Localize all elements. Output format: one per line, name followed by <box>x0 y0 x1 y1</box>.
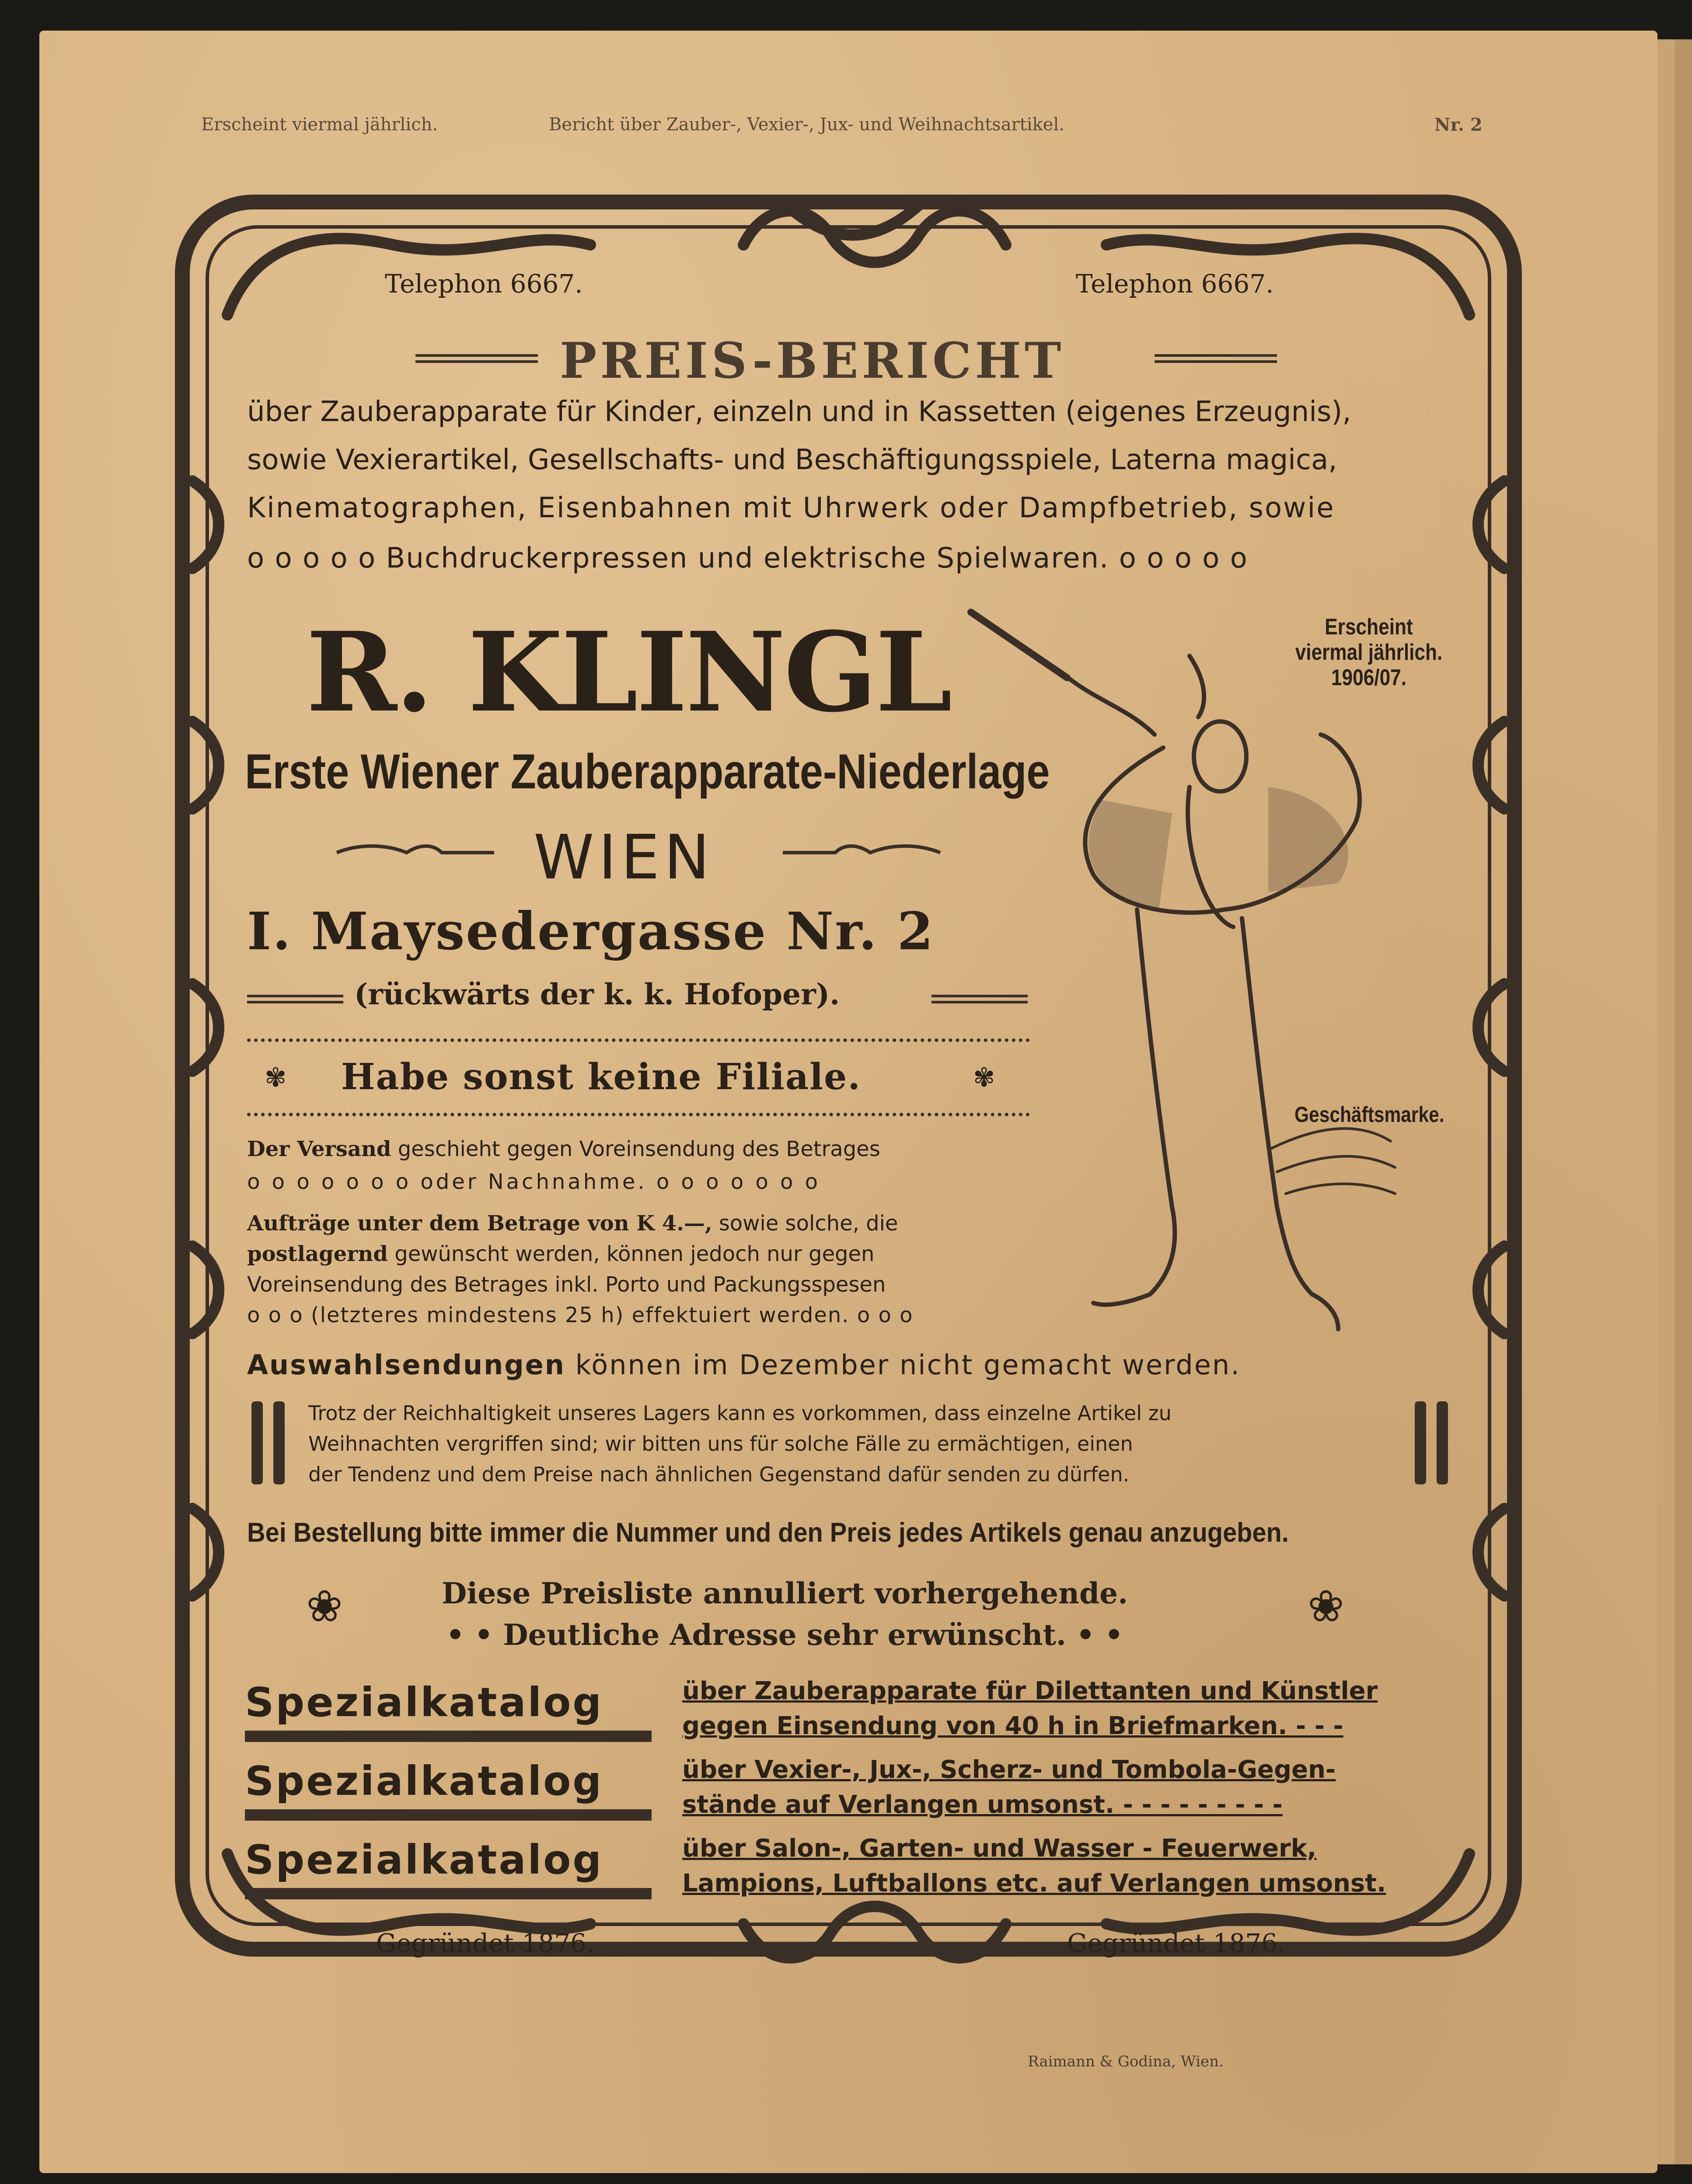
header-page-number: Nr. 2 <box>1434 115 1483 135</box>
company-subtitle: Erste Wiener Zauberapparate-Niederlage <box>245 744 1050 799</box>
intro-line: o o o o o Buchdruckerpressen und elektrische Spielwaren. o o o o o <box>247 542 1248 575</box>
shipping-rest: geschieht gegen Voreinsendung des Betrages <box>398 1137 880 1161</box>
annul-line: Diese Preisliste annulliert vorhergehende. <box>442 1576 1128 1610</box>
page-title: PREIS-BERICHT <box>560 332 1065 390</box>
catalog-label: Spezialkatalog <box>245 1758 604 1804</box>
dots-icon: • • <box>446 1618 493 1652</box>
notice-line: Trotz der Reichhaltigkeit unseres Lagers kann es vorkommen, dass einzelne Artikel zu <box>308 1401 1172 1425</box>
catalog-bar <box>245 1888 652 1899</box>
telephone-left: Telephon 6667. <box>385 269 583 299</box>
selection-bold: Auswahlsendungen <box>247 1349 565 1381</box>
title-rule-right <box>1155 354 1277 363</box>
catalog-desc: über Vexier-, Jux-, Scherz- und Tombola-Gegen- <box>682 1756 1336 1784</box>
shipping-line <box>247 1137 880 1161</box>
bracket-left <box>251 1401 263 1484</box>
address-request <box>446 1618 1123 1652</box>
orders-bold: postlagernd <box>247 1242 388 1266</box>
catalog-desc: gegen Einsendung von 40 h in Briefmarken. - - - <box>682 1712 1343 1740</box>
star-left-icon: ✾ <box>265 1062 287 1093</box>
intro-line: über Zauberapparate für Kinder, einzeln und in Kassetten (eigenes Erzeugnis), <box>247 396 1351 428</box>
orders-line <box>247 1211 898 1236</box>
side-note-line: 1906/07. <box>1331 665 1407 690</box>
flourish-left-icon <box>332 839 499 866</box>
catalog-bar <box>245 1809 652 1821</box>
notice-line: Weihnachten vergriffen sind; wir bitten uns für solche Fälle zu ermächtigen, einen <box>308 1432 1133 1456</box>
title-rule-left <box>415 354 538 363</box>
shipping-bold: Der Versand <box>247 1137 391 1161</box>
catalog-desc: Lampions, Luftballons etc. auf Verlangen umsonst. <box>682 1869 1386 1898</box>
star-right-icon: ✾ <box>973 1062 995 1093</box>
address-note: (rückwärts der k. k. Hofoper). <box>354 977 840 1011</box>
order-instruction: Bei Bestellung bitte immer die Nummer und den Preis jedes Artikels genau anzugeben. <box>247 1518 1289 1548</box>
dotted-divider <box>247 1038 1030 1042</box>
catalog-desc: stände auf Verlangen umsonst. - - - - - - - - - <box>682 1790 1283 1819</box>
intro-line: Kinematographen, Eisenbahnen mit Uhrwerk oder Dampfbetrieb, sowie <box>247 492 1335 524</box>
magician-trademark-illustration <box>962 603 1465 1355</box>
catalog-desc: über Zauberapparate für Dilettanten und Künstler <box>682 1677 1378 1705</box>
founded-left: Gegründet 1876. <box>376 1928 595 1958</box>
bracket-right <box>1437 1401 1448 1484</box>
header-center: Bericht über Zauber-, Vexier-, Jux- und Weihnachtsartikel. <box>549 115 1064 135</box>
trademark-label: Geschäftsmarke. <box>1294 1102 1444 1127</box>
header-left: Erscheint viermal jährlich. <box>201 115 438 135</box>
orders-rest: gewünscht werden, können jedoch nur gegen <box>394 1242 875 1266</box>
bracket-right <box>1415 1401 1426 1484</box>
address-request-text: Deutliche Adresse sehr erwünscht. <box>503 1618 1066 1652</box>
telephone-right: Telephon 6667. <box>1076 269 1274 299</box>
catalog-label: Spezialkatalog <box>245 1679 604 1726</box>
city-name: WIEN <box>534 822 714 893</box>
shipping-line: o o o o o o o oder Nachnahme. o o o o o o o <box>247 1170 821 1194</box>
catalog-bar <box>245 1731 652 1742</box>
selection-rest: können im Dezember nicht gemacht werden. <box>575 1349 1241 1381</box>
printer-imprint: Raimann & Godina, Wien. <box>1028 2053 1224 2070</box>
orders-bold: Aufträge unter dem Betrage von K 4.—, <box>247 1211 712 1236</box>
catalog-label: Spezialkatalog <box>245 1836 604 1883</box>
no-branch-notice: Habe sonst keine Filiale. <box>341 1056 861 1098</box>
orders-line: Voreinsendung des Betrages inkl. Porto und Packungsspesen <box>247 1272 886 1297</box>
orders-line: o o o (letzteres mindestens 25 h) effektuiert werden. o o o <box>247 1303 914 1327</box>
side-note-line: viermal jährlich. <box>1295 640 1443 665</box>
orders-line <box>247 1242 874 1266</box>
address: I. Maysedergasse Nr. 2 <box>247 901 935 961</box>
company-name: R. KLINGL <box>306 608 951 736</box>
pansy-left-icon: ❀ <box>306 1581 343 1632</box>
orders-rest: sowie solche, die <box>719 1211 898 1236</box>
notice-line: der Tendenz und dem Preise nach ähnlichen Gegenstand dafür senden zu dürfen. <box>308 1463 1130 1486</box>
dotted-divider <box>247 1113 1030 1116</box>
founded-right: Gegründet 1876. <box>1067 1928 1286 1958</box>
catalog-desc: über Salon-, Garten- und Wasser - Feuerwerk, <box>682 1834 1317 1863</box>
intro-line: sowie Vexierartikel, Gesellschafts- und Beschäftigungsspiele, Laterna magica, <box>247 444 1337 476</box>
dots-icon: • • <box>1076 1618 1123 1652</box>
bracket-left <box>273 1401 285 1484</box>
address-rule-left <box>247 995 343 1003</box>
side-note-line: Erscheint <box>1325 614 1413 640</box>
flourish-right-icon <box>778 839 945 866</box>
pansy-right-icon: ❀ <box>1308 1581 1344 1632</box>
selection-line <box>247 1349 1241 1381</box>
